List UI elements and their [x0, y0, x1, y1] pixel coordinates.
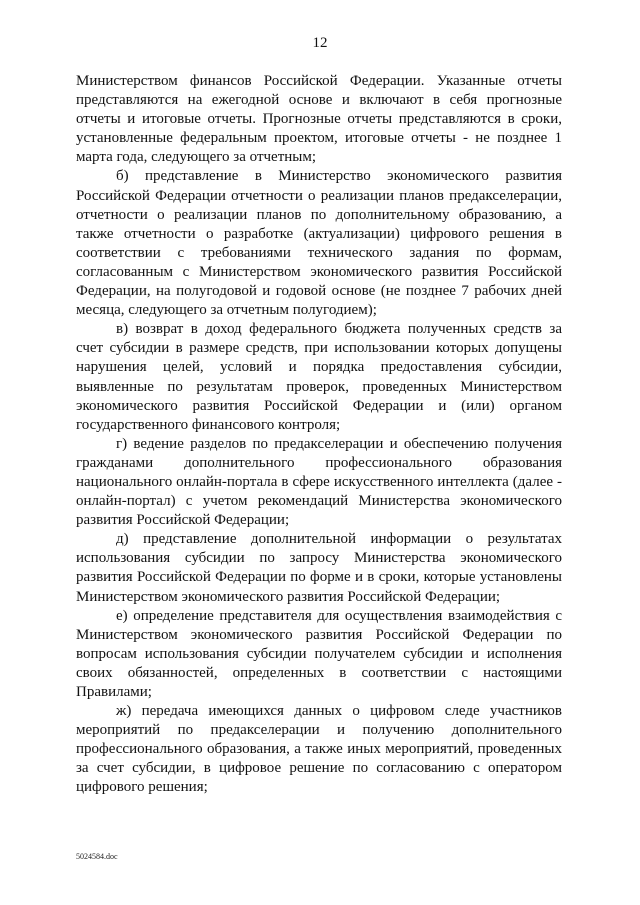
paragraph-item-b: б) представление в Министерство экономического развития Российской Федерации отчетности о реализации планов предакселерации, отчетности о реализации планов по дополнительному образованию, а также отчетности о разработке (актуализации) цифрового решения в соответствии с требованиями технического задания по формам, согласованным с Министерством экономического развития Российской Федерации, на полугодовой и годовой основе (не позднее 7 рабочих дней месяца, следующего за отчетным полугодием);: [76, 168, 562, 319]
paragraph-item-v: в) возврат в доход федерального бюджета полученных средств за счет субсидии в размере средств, при использовании которых допущены нарушения целей, условий и порядка предоставления субсидии, выявленные по результатам проверок, проведенных Министерством экономического развития Российской Федерации и (или) органом государственного финансового контроля;: [76, 321, 562, 433]
paragraph-item-g: г) ведение разделов по предакселерации и обеспечению получения гражданами дополнительного профессионального образования национального онлайн-портала в сфере искусственного интеллекта (далее - онлайн-портал) с учетом рекомендаций Министерства экономического развития Российской Федерации;: [76, 435, 562, 529]
document-body: [76, 72, 562, 798]
paragraph-continuation: Министерством финансов Российской Федерации. Указанные отчеты представляются на ежегодной основе и включают в себя прогнозные отчеты и итоговые отчеты. Прогнозные отчеты представляются в сроки, установленные федеральным проектом, итоговые отчеты - не позднее 1 марта года, следующего за отчетным;: [76, 73, 562, 166]
paragraph-item-d: д) представление дополнительной информации о результатах использования субсидии по запросу Министерства экономического развития Российской Федерации по форме и в сроки, которые установлены Министерством экономического развития Российской Федерации;: [76, 531, 562, 605]
footer-file-code: 5024584.doc: [76, 852, 118, 861]
paragraph-item-zh: ж) передача имеющихся данных о цифровом следе участников мероприятий по предакселерации и получению дополнительного профессионального образования, а также иных мероприятий, проведенных за счет субсидии, в цифровое решение по согласованию с оператором цифрового решения;: [76, 703, 562, 796]
paragraph-item-e: е) определение представителя для осуществления взаимодействия с Министерством экономического развития Российской Федерации по вопросам использования субсидии получателем субсидии и исполнения своих обязанностей, определенных в соответствии с настоящими Правилами;: [76, 607, 562, 700]
page-number: 12: [312, 35, 328, 51]
